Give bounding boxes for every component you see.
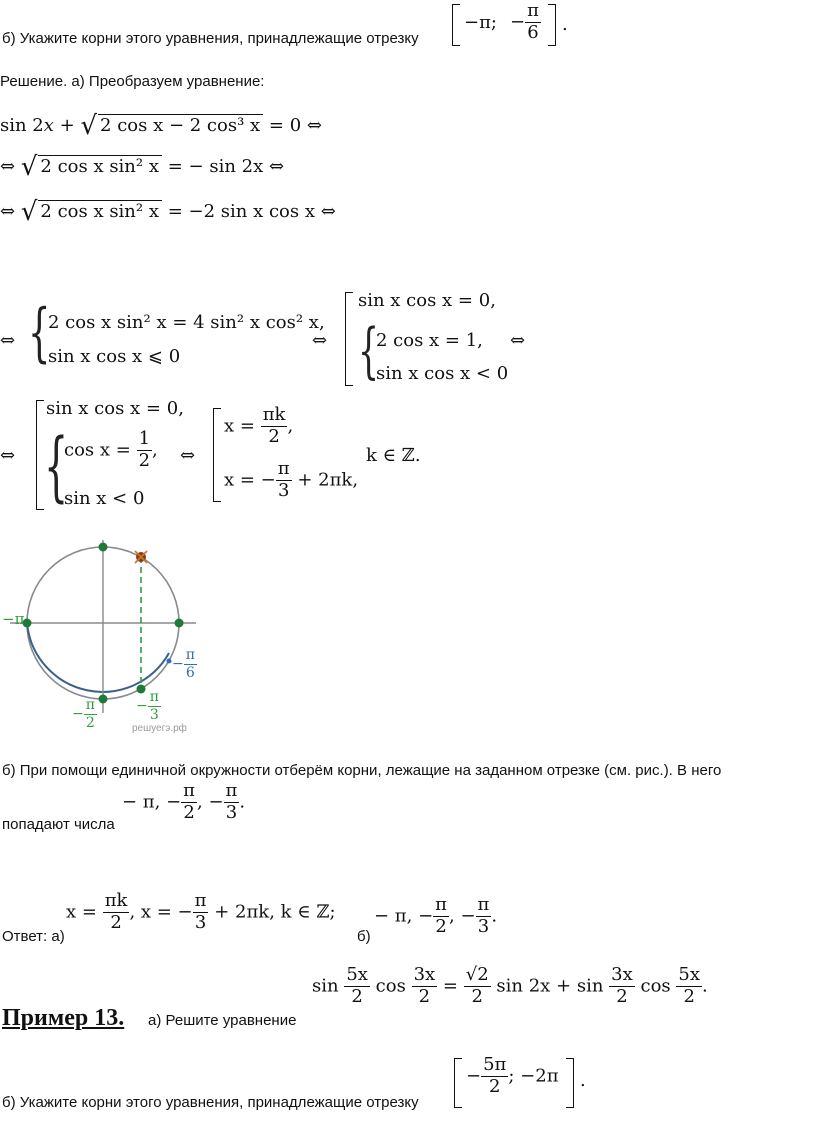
answer-label-a: Ответ: а) bbox=[2, 928, 65, 945]
label-neg-pi3: − $\frac{\pi}{3}$ bbox=[136, 689, 159, 723]
answer-a-formula: x = $\frac{\pi k}{2}$ , x = − $\frac{\pi}{3}$ + 2πk, k ∈ ℤ; bbox=[66, 890, 336, 933]
example-title: Пример 13. bbox=[2, 1005, 125, 1031]
label-neg-pi2: − $\frac{\pi}{2}$ bbox=[72, 697, 95, 731]
part-b-line2: попадают числа bbox=[2, 816, 115, 833]
system2-line2: 2 cos x = 1, bbox=[376, 330, 483, 351]
system1-arrow: ⇔ bbox=[0, 330, 16, 351]
system2-line3: sin x cos x < 0 bbox=[376, 363, 509, 384]
system3-line3: sin x < 0 bbox=[64, 488, 145, 509]
equation-line-2: ⇔ √ 2 cos x sin² x = − sin 2x ⇔ bbox=[0, 152, 285, 182]
point-neg-pi2 bbox=[99, 695, 108, 704]
answer-label-b: б) bbox=[357, 928, 371, 945]
system1-line1: 2 cos x sin² x = 4 sin² x cos² x, bbox=[48, 312, 325, 333]
interval-period: . bbox=[562, 14, 568, 35]
interval-left: −π; bbox=[464, 12, 497, 33]
watermark: решуегэ.рф bbox=[132, 723, 187, 734]
part-b-line1: б) При помощи единичной окружности отберём корни, лежащие на заданном отрезке (см. рис.). В него bbox=[2, 762, 722, 779]
example-equation: sin $\frac{5x}{2}$ cos $\frac{3x}{2}$ = $\frac{√2}{2}$ sin 2x + sin $\frac{3x}{2}$ cos $\frac{5x}{2}$ . bbox=[312, 964, 708, 1007]
task-b-text: б) Укажите корни этого уравнения, принадлежащие отрезку bbox=[2, 30, 419, 47]
part-b-numbers: − π, − $\frac{\pi}{2}$ , − $\frac{\pi}{3}$ . bbox=[122, 780, 246, 823]
system3-brace: { bbox=[44, 421, 69, 510]
equation-line-3: ⇔ √ 2 cos x sin² x = −2 sin x cos x ⇔ bbox=[0, 197, 336, 227]
solution-bracket bbox=[213, 408, 221, 502]
example-bracket-right bbox=[566, 1058, 574, 1108]
example-interval-period: . bbox=[580, 1070, 586, 1091]
bracket-right bbox=[548, 4, 556, 46]
system1-line2: sin x cos x ⩽ 0 bbox=[48, 346, 181, 367]
label-neg-pi: −π bbox=[2, 610, 25, 628]
system2-line1: sin x cos x = 0, bbox=[358, 290, 496, 311]
system3-bracket bbox=[36, 400, 44, 510]
system2-brace: { bbox=[358, 316, 380, 386]
solution-k-in-z: k ∈ ℤ. bbox=[366, 445, 421, 466]
system1-arrow2: ⇔ bbox=[312, 330, 328, 351]
point-zero bbox=[175, 619, 184, 628]
point-pi2 bbox=[99, 543, 108, 552]
solution-header: Решение. а) Преобразуем уравнение: bbox=[0, 73, 265, 90]
interval-arc bbox=[27, 623, 169, 692]
solution-x1: x = $\frac{\pi k}{2}$ , bbox=[224, 404, 294, 447]
example-task-b: б) Укажите корни этого уравнения, принадлежащие отрезку bbox=[2, 1094, 419, 1111]
system3-line1: sin x cos x = 0, bbox=[46, 398, 184, 419]
system2-arrow: ⇔ bbox=[510, 330, 526, 351]
system3-arrow: ⇔ bbox=[0, 445, 16, 466]
system3-line2: cos x = $\frac{1}{2}$ , bbox=[64, 428, 158, 471]
example-task-a: а) Решите уравнение bbox=[148, 1012, 297, 1029]
system1-brace: { bbox=[28, 296, 51, 370]
interval-right: − $\frac{\pi}{6}$ bbox=[510, 0, 539, 43]
equation-line-1: sin 2x + √ 2 cos x − 2 cos³ x = 0 ⇔ bbox=[0, 111, 322, 141]
example-bracket-left bbox=[454, 1058, 462, 1108]
system2-bracket bbox=[345, 292, 353, 386]
bracket-left bbox=[452, 4, 460, 46]
point-neg-pi6 bbox=[167, 659, 172, 664]
solution-x2: x = − $\frac{\pi}{3}$ + 2πk, bbox=[224, 458, 359, 501]
unit-circle-figure bbox=[0, 535, 215, 745]
label-neg-pi6: − $\frac{\pi}{6}$ bbox=[172, 647, 195, 681]
answer-b-formula: − π, − $\frac{\pi}{2}$ , − $\frac{\pi}{3}$ . bbox=[374, 894, 498, 937]
system3-arrow2: ⇔ bbox=[180, 445, 196, 466]
example-interval: − $\frac{5\pi}{2}$ ; −2π bbox=[466, 1054, 559, 1097]
